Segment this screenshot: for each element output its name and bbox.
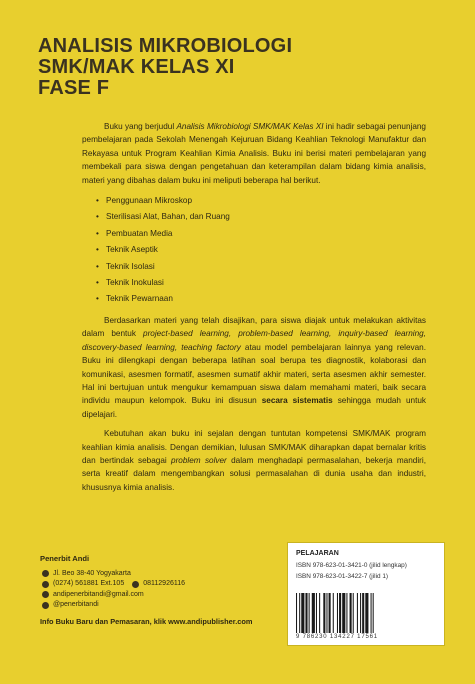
list-item: • Teknik Isolasi xyxy=(96,259,426,275)
learning-methods: project-based learning, problem-based learning, inquiry-based learning, discovery-based learning, teaching factory xyxy=(82,329,426,352)
emphasis-text: secara sistematis xyxy=(261,396,333,406)
publisher-whatsapp: 08112926116 xyxy=(143,580,186,587)
intro-book-title: Analisis Mikrobiologi SMK/MAK Kelas XI xyxy=(176,122,324,131)
title-line: ANALISIS MIKROBIOLOGI xyxy=(38,35,293,57)
phone-icon xyxy=(42,581,49,588)
synopsis xyxy=(82,120,426,500)
closing-paragraph xyxy=(82,427,426,494)
list-item: • Teknik Inokulasi xyxy=(96,275,426,291)
publisher-name: Penerbit Andi xyxy=(40,554,90,563)
instagram-icon xyxy=(42,602,49,609)
publisher-block xyxy=(40,554,290,627)
publisher-email: andipenerbitandi@gmail.com xyxy=(53,590,144,598)
whatsapp-icon xyxy=(132,581,139,588)
title-line: FASE F xyxy=(38,77,110,99)
emphasis-text: problem solver xyxy=(171,455,227,465)
email-icon xyxy=(42,591,49,598)
intro-paragraph xyxy=(82,120,426,187)
list-item: • Teknik Aseptik xyxy=(96,242,426,258)
publisher-social: @penerbitandi xyxy=(53,601,99,608)
methods-paragraph xyxy=(82,314,426,421)
marketing-info: Info Buku Baru dan Pemasaran, klik www.andipublisher.com xyxy=(40,616,253,626)
barcode-image xyxy=(296,593,438,633)
list-item: • Penggunaan Mikroskop xyxy=(96,193,426,209)
barcode-panel xyxy=(287,542,445,646)
book-title xyxy=(38,36,292,99)
isbn-set: ISBN 978-623-01-3421-0 (jilid lengkap) xyxy=(296,562,407,569)
title-line: SMK/MAK KELAS XI xyxy=(38,56,235,78)
list-item: • Sterilisasi Alat, Bahan, dan Ruang xyxy=(96,209,426,225)
social-row xyxy=(42,600,290,611)
paragraph-text: dalam menghadapi permasalahan, bekerja mandiri, serta kreatif dalam mengembangkan solusi permasalahan di dunia usaha dan industri, khususnya kimia analisis. xyxy=(82,455,426,492)
list-item: • Teknik Pewarnaan xyxy=(96,291,426,307)
list-item: • Pembuatan Media xyxy=(96,226,426,242)
phone-row xyxy=(42,579,290,590)
paragraph-text: sehingga mudah untuk dipelajari. xyxy=(82,396,427,419)
paragraph-text: atau model pembelajaran lainnya yang relevan. Buku ini dilengkapi dengan beberapa latihan soal berupa tes diagnostik, kolaborasi dan komunikasi, asesmen formatif, asesmen sumatif akhir materi, serta asesmen akhir semester. Hal ini bertujuan untuk mengukur kemampuan siswa dalam memahami materi, baik secara individu maupun kelompok. Buku ini disusun xyxy=(82,342,427,406)
intro-text: Buku yang berjudul xyxy=(104,122,177,131)
category-label: PELAJARAN xyxy=(296,550,339,557)
paragraph-text: Berdasarkan materi yang telah disajikan, para siswa diajak untuk melakukan aktivitas dalam bentuk xyxy=(82,315,426,339)
barcode-digits: 9 786230 134227 17561 xyxy=(296,634,378,640)
email-row xyxy=(42,590,290,601)
intro-text: ini hadir sebagai penunjang pembelajaran pada Sekolah Menengah Kejuruan Bidang Keahlian Teknologi Manufaktur dan Rekayasa untuk Program Keahlian Kimia Analisis. Buku ini berisi materi pembelajaran yang membekali para siswa dengan pengetahuan dan keterampilan dalam bidang kimia analisis, materi yang dibahas dalam buku ini meliputi beberapa hal berikut. xyxy=(82,122,426,185)
topic-list xyxy=(96,193,426,308)
publisher-phone: (0274) 561881 Ext.105 xyxy=(53,580,125,587)
publisher-address: Jl. Beo 38-40 Yogyakarta xyxy=(53,569,131,577)
location-icon xyxy=(42,570,49,577)
address-row xyxy=(42,569,290,580)
isbn-volume: ISBN 978-623-01-3422-7 (jilid 1) xyxy=(296,573,389,580)
paragraph-text: Kebutuhan akan buku ini sejalan dengan tuntutan kompetensi SMK/MAK program keahlian kimia analisis. Dengan demikian, lulusan SMK/MAK diharapkan dapat bernalar kritis dan bertindak sebagai xyxy=(82,429,426,465)
